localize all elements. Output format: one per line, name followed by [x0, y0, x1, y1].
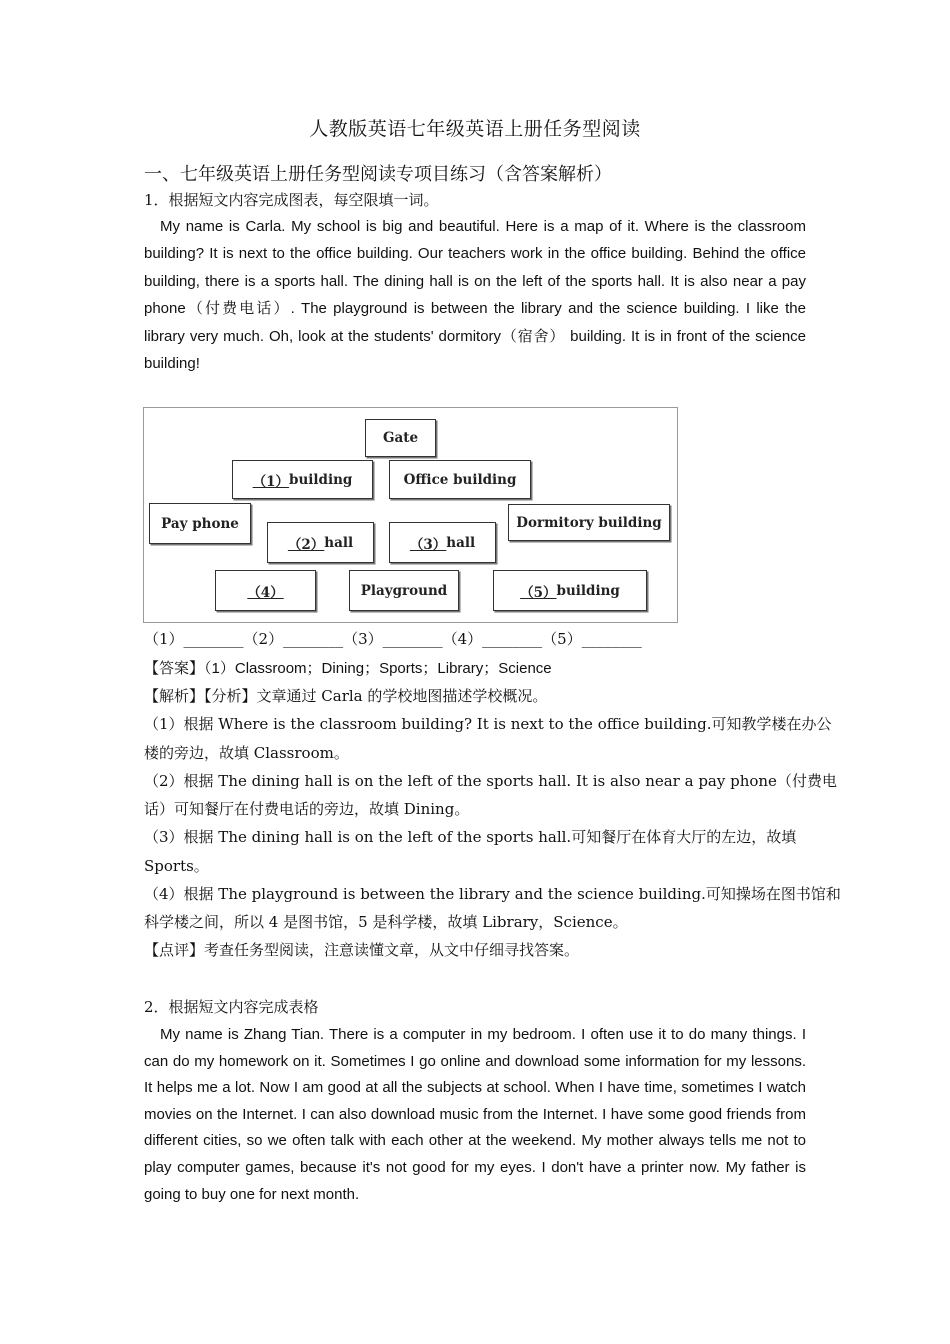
map-5-text: building	[556, 582, 620, 599]
q1-instruction: 1．根据短文内容完成图表，每空限填一词。	[144, 191, 439, 209]
q1-explanation-1a: （1）根据 Where is the classroom building? It is next to the office building.可知教学楼在办公	[144, 715, 832, 733]
map-2-number: （2）	[287, 536, 325, 553]
q1-explanation-2b: 话）可知餐厅在付费电话的旁边，故填 Dining。	[144, 800, 470, 818]
map-dormitory-label: Dormitory building	[516, 514, 662, 531]
map-2-text: hall	[324, 534, 354, 551]
map-box-3	[389, 522, 496, 563]
map-box-playground	[349, 570, 459, 611]
map-3-number: （3）	[409, 536, 447, 553]
section-heading: 一、七年级英语上册任务型阅读专项目练习（含答案解析）	[144, 164, 612, 185]
analysis-tag: 【解析】【分析】	[144, 687, 257, 705]
q1-explanation-3b: Sports。	[144, 857, 209, 875]
map-3-text: hall	[446, 534, 476, 551]
map-4-number: （4）	[247, 584, 284, 601]
q1-explanation-2a: （2）根据 The dining hall is on the left of the sports hall. It is also near a pay phone（付费电	[144, 772, 837, 790]
q1-passage: My name is Carla. My school is big and beautiful. Here is a map of it. Where is the classroom building? It is next to the office building. Our teachers work in the office building. Behind the office building, there is a sports hall. The dining hall is on the left of the sports hall. It is also near a pay phone（付费电话）. The playground is between the library and the science building. I like the library very much. Oh, look at the students' dormitory（宿舍） building. It is in front of the science building!	[144, 218, 806, 373]
q1-comment-line	[144, 937, 806, 964]
map-5-number: （5）	[520, 584, 557, 601]
q2-passage: My name is Zhang Tian. There is a computer in my bedroom. I often use it to do many things. I can do my homework on it. Sometimes I go online and download some information for my lessons. It helps me a lot. Now I am good at all the subjects at school. When I have time, sometimes I watch movies on the Internet. I can also download music from the Internet. I have some good friends from different cities, so we often talk with each other at the weekend. My mother always tells me not to play computer games, because it's not good for my eyes. I don't have a printer now. My father is going to buy one for next month.	[144, 1026, 806, 1203]
q1-explanation-4b: 科学楼之间，所以 4 是图书馆，5 是科学楼，故填 Library，Science。	[144, 913, 628, 931]
map-1-text: building	[289, 471, 353, 488]
map-box-gate	[365, 419, 436, 457]
q1-answer-line	[144, 655, 806, 682]
map-playground-label: Playground	[360, 582, 448, 599]
q2-instruction: 2．根据短文内容完成表格	[144, 998, 319, 1016]
q1-explanation-4a: （4）根据 The playground is between the library and the science building.可知操场在图书馆和	[144, 885, 841, 903]
map-box-5	[493, 570, 647, 611]
comment-text: 考查任务型阅读，注意读懂文章，从文中仔细寻找答案。	[204, 941, 580, 959]
map-gate-label: Gate	[382, 430, 419, 446]
map-box-4	[215, 570, 316, 611]
q1-explanation-1b: 楼的旁边，故填 Classroom。	[144, 744, 349, 762]
map-box-dormitory	[508, 504, 670, 541]
map-office-label: Office building	[403, 471, 517, 488]
q1-analysis-line	[144, 683, 806, 710]
map-1-number: （1）	[252, 473, 290, 490]
answer-text: （1）Classroom；Dining；Sports；Library；Science	[204, 660, 552, 677]
analysis-text: 文章通过 Carla 的学校地图描述学校概况。	[256, 687, 548, 705]
answer-tag: 【答案】	[144, 659, 205, 677]
map-box-pay-phone	[149, 503, 251, 544]
comment-tag: 【点评】	[144, 941, 205, 959]
map-pay-phone-label: Pay phone	[161, 515, 239, 532]
q1-explanation-3a: （3）根据 The dining hall is on the left of the sports hall.可知餐厅在体育大厅的左边，故填	[144, 828, 797, 846]
document-title: 人教版英语七年级英语上册任务型阅读	[309, 118, 641, 140]
q1-answer-blanks: （1）________（2）________（3）________（4）________（5）________	[144, 630, 642, 648]
school-map-figure	[143, 407, 678, 623]
map-box-2	[267, 522, 374, 563]
map-box-1	[232, 460, 373, 499]
map-box-office	[389, 460, 531, 499]
